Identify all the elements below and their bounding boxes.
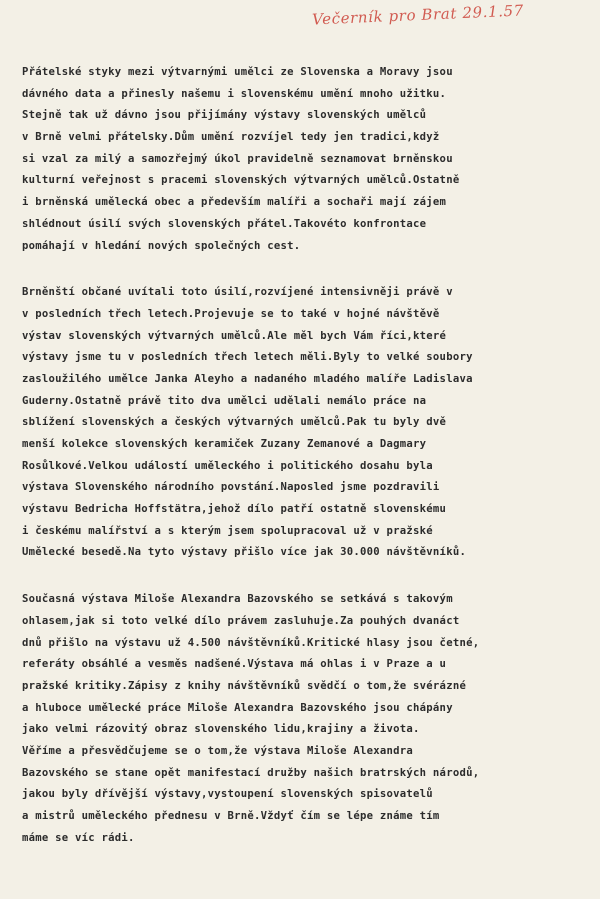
text-line: ohlasem,jak si toto velké dílo právem zasluhuje.Za pouhých dvanáct: [22, 614, 460, 627]
text-line: zasloužilého umělce Janka Aleyho a nadaného mladého malíře Ladislava: [22, 372, 473, 385]
text-line: a mistrů uměleckého přednesu v Brně.Vždyť čím se lépe známe tím: [22, 810, 440, 822]
text-line: pražské kritiky.Zápisy z knihy návštěvníků svědčí o tom,že svérázné: [22, 679, 467, 692]
text-line: menší kolekce slovenských keramiček Zuzany Zemanové a Dagmary: [22, 438, 427, 450]
text-line: i českému malířství a s kterým jsem spolupracoval už v pražské: [22, 524, 433, 537]
text-line: pomáhají v hledání nových společných cest.: [22, 239, 301, 252]
text-line: jako velmi rázovitý obraz slovenského lidu,krajiny a života.: [22, 723, 420, 736]
text-line: si vzal za milý a samozřejmý úkol pravidelně seznamovat brněnskou: [22, 152, 453, 165]
text-line: dnů přišlo na výstavu už 4.500 návštěvníků.Kritické hlasy jsou četné,: [22, 636, 480, 649]
text-line: Brněnští občané uvítali toto úsilí,rozvíjené intensivněji právě v: [22, 286, 453, 299]
text-line: shlédnout úsilí svých slovenských přátel.Takovéto konfrontace: [22, 217, 427, 230]
text-line: referáty obsáhlé a vesměs nadšené.Výstava má ohlas i v Praze a u: [22, 658, 447, 671]
text-line: v Brně velmi přátelsky.Dům umění rozvíjel tedy jen tradici,když: [22, 131, 440, 144]
paragraph-1: [22, 62, 594, 257]
paragraph-2: [22, 282, 594, 564]
text-line: dávného data a přinesly našemu i slovenskému umění mnoho užitku.: [22, 87, 447, 100]
text-line: i brněnská umělecká obec a především malíři a sochaři mají zájem: [22, 196, 447, 209]
document-body: [22, 62, 594, 874]
text-line: výstava Slovenského národního povstání.Naposled jsme pozdravili: [22, 481, 440, 494]
text-line: Rosůlkové.Velkou událostí uměleckého i politického dosahu byla: [22, 459, 433, 472]
text-line: jakou byly dřívější výstavy,vystoupení slovenských spisovatelů: [22, 788, 433, 801]
text-line: Přátelské styky mezi výtvarnými umělci ze Slovenska a Moravy jsou: [22, 66, 453, 78]
text-line: Bazovského se stane opět manifestací družby našich bratrských národů,: [22, 766, 480, 779]
text-line: Guderny.Ostatně právě tito dva umělci udělali nemálo práce na: [22, 394, 427, 407]
text-line: výstav slovenských výtvarných umělců.Ale měl bych Vám říci,které: [22, 329, 447, 342]
text-line: a hluboce umělecké práce Miloše Alexandra Bazovského jsou chápány: [22, 701, 453, 714]
text-line: Současná výstava Miloše Alexandra Bazovského se setkává s takovým: [22, 593, 453, 606]
paragraph-3: [22, 589, 594, 849]
text-line: Stejně tak už dávno jsou přijímány výstavy slovenských umělců: [22, 109, 427, 122]
text-line: kulturní veřejnost s pracemi slovenských výtvarných umělců.Ostatně: [22, 174, 460, 187]
text-line: Věříme a přesvědčujeme se o tom,že výstava Miloše Alexandra: [22, 744, 414, 757]
text-line: máme se víc rádi.: [22, 831, 135, 844]
text-line: sblížení slovenských a českých výtvarných umělců.Pak tu byly dvě: [22, 416, 447, 429]
text-line: v posledních třech letech.Projevuje se to také v hojné návštěvě: [22, 307, 440, 320]
text-line: Umělecké besedě.Na tyto výstavy přišlo více jak 30.000 návštěvníků.: [22, 546, 467, 559]
handwritten-annotation: Večerník pro Brat 29.1.57: [311, 1, 525, 29]
text-line: výstavu Bedricha Hoffstätra,jehož dílo patří ostatně slovenskému: [22, 503, 447, 516]
text-line: výstavy jsme tu v posledních třech letech měli.Byly to velké soubory: [22, 351, 473, 364]
